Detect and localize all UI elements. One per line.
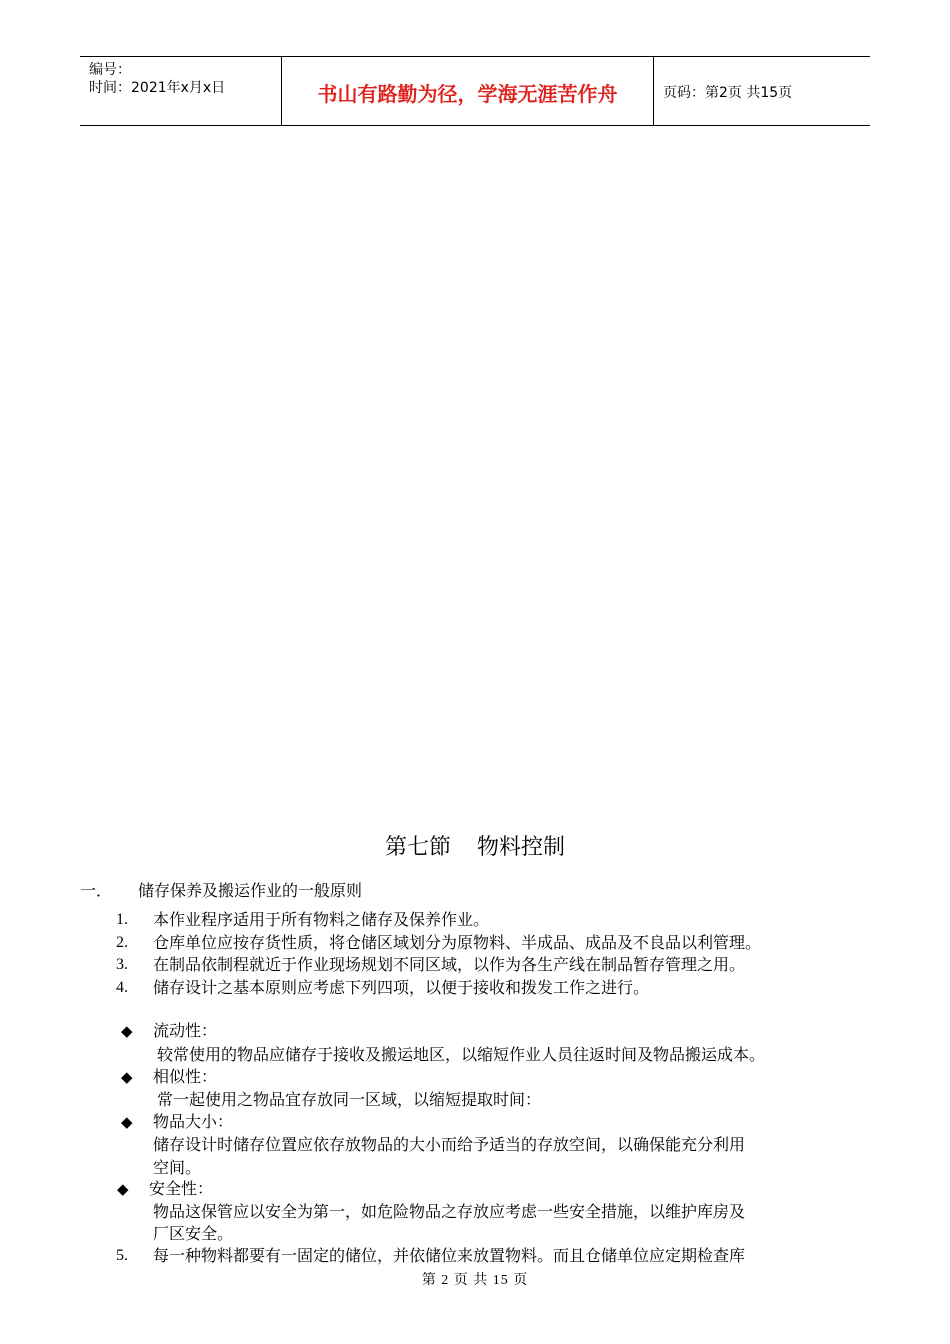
list-item-number: 5. bbox=[116, 1247, 128, 1264]
bullet-description-line1: 储存设计时储存位置应依存放物品的大小而给予适当的存放空间，以确保能充分利用 bbox=[153, 1135, 746, 1154]
section-number: 一． bbox=[80, 881, 113, 900]
diamond-bullet-icon: ◆ bbox=[121, 1113, 133, 1131]
list-item-number: 3. bbox=[116, 956, 128, 973]
list-item-text: 仓库单位应按存货性质，将仓储区域划分为原物料、半成品、成品及不良品以利管理。 bbox=[153, 933, 762, 952]
bullet-description: 常一起使用之物品宜存放同一区域，以缩短提取时间： bbox=[157, 1090, 542, 1109]
list-item-text: 在制品依制程就近于作业现场规划不同区域，以作为各生产线在制品暂存管理之用。 bbox=[153, 955, 746, 974]
time-label: 时间：2021年x月x日 bbox=[89, 80, 226, 96]
title-part2: 物料控制 bbox=[477, 835, 566, 860]
page-footer: 第 2 页 共 15 页 bbox=[421, 1273, 529, 1288]
bullet-description: 较常使用的物品应储存于接收及搬运地区，以缩短作业人员往返时间及物品搬运成本。 bbox=[157, 1045, 766, 1064]
bullet-label: 安全性： bbox=[149, 1179, 214, 1198]
bullet-label: 流动性： bbox=[153, 1021, 218, 1040]
header-motto: 书山有路勤为径，学海无涯苦作舟 bbox=[281, 57, 654, 125]
diamond-bullet-icon: ◆ bbox=[121, 1022, 133, 1040]
list-item-number: 2. bbox=[116, 934, 128, 951]
section-text: 储存保养及搬运作业的一般原则 bbox=[138, 881, 363, 900]
diamond-bullet-icon: ◆ bbox=[117, 1180, 129, 1198]
page-header bbox=[80, 56, 870, 126]
section-title bbox=[0, 834, 950, 862]
diamond-bullet-icon: ◆ bbox=[121, 1068, 133, 1086]
list-item-text: 每一种物料都要有一固定的储位，并依储位来放置物料。而且仓储单位应定期检查库 bbox=[153, 1246, 746, 1265]
title-part1: 第七節 bbox=[384, 835, 451, 860]
list-item-number: 1. bbox=[116, 911, 128, 928]
bullet-description-line2: 厂区安全。 bbox=[153, 1224, 234, 1243]
number-label: 编号： bbox=[89, 62, 131, 78]
bullet-description-line1: 物品这保管应以安全为第一，如危险物品之存放应考虑一些安全措施，以维护库房及 bbox=[153, 1202, 746, 1221]
section-heading bbox=[80, 880, 362, 902]
bullet-description-line2: 空间。 bbox=[153, 1158, 202, 1177]
header-page-label: 页码：第2页 共15页 bbox=[663, 85, 793, 101]
list-item-text: 储存设计之基本原则应考虑下列四项，以便于接收和拨发工作之进行。 bbox=[153, 978, 650, 997]
bullet-label: 相似性： bbox=[153, 1067, 218, 1086]
bullet-label: 物品大小： bbox=[153, 1112, 234, 1131]
list-item-number: 4. bbox=[116, 979, 128, 996]
header-meta bbox=[80, 57, 280, 125]
list-item-text: 本作业程序适用于所有物料之储存及保养作业。 bbox=[153, 910, 490, 929]
